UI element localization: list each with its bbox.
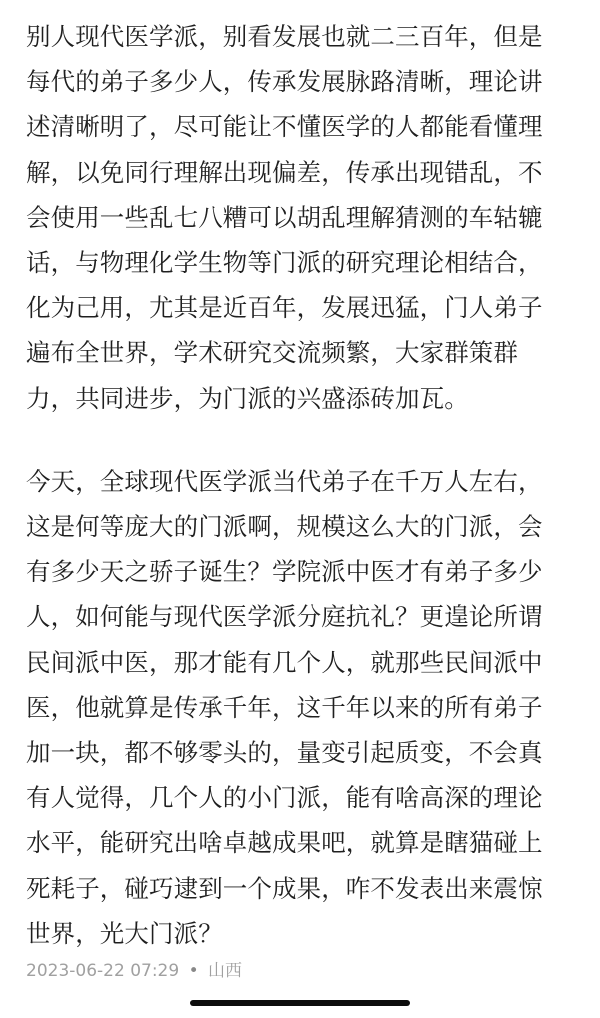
text-line: 死耗子，碰巧逮到一个成果，咋不发表出来震惊 <box>26 873 543 903</box>
text-line: 今天，全球现代医学派当代弟子在千万人左右， <box>26 466 543 496</box>
text-line: 遍布全世界，学术研究交流频繁，大家群策群 <box>26 338 518 368</box>
paragraph-2 <box>26 459 574 956</box>
text-line: 会使用一些乱七八糟可以胡乱理解猜测的车轱辘 <box>26 202 543 232</box>
post-timestamp: 2023-06-22 07:29 <box>26 961 180 981</box>
text-line: 加一块，都不够零头的，量变引起质变，不会真 <box>26 738 543 768</box>
text-line: 述清晰明了，尽可能让不懂医学的人都能看懂理 <box>26 112 543 142</box>
text-line: 民间派中医，那才能有几个人，就那些民间派中 <box>26 647 543 677</box>
text-line: 解，以免同行理解出现偏差，传承出现错乱，不 <box>26 157 543 187</box>
post-meta <box>26 956 242 981</box>
text-line: 世界，光大门派？ <box>26 918 223 948</box>
post-location: 山西 <box>208 961 243 981</box>
text-line: 这是何等庞大的门派啊，规模这么大的门派，会 <box>26 512 543 542</box>
text-line: 水平，能研究出啥卓越成果吧，就算是瞎猫碰上 <box>26 828 543 858</box>
meta-separator: • <box>188 961 199 981</box>
text-line: 化为己用，尤其是近百年，发展迅猛，门人弟子 <box>26 293 543 323</box>
paragraph-1 <box>26 14 574 421</box>
text-line: 有人觉得，几个人的小门派，能有啥高深的理论 <box>26 783 543 813</box>
text-line: 医，他就算是传承千年，这千年以来的所有弟子 <box>26 692 543 722</box>
text-line: 话，与物理化学生物等门派的研究理论相结合， <box>26 248 543 278</box>
text-line: 每代的弟子多少人，传承发展脉路清晰，理论讲 <box>26 67 543 97</box>
text-line: 有多少天之骄子诞生？学院派中医才有弟子多少 <box>26 557 543 587</box>
home-indicator[interactable] <box>190 1000 410 1006</box>
text-line: 力，共同进步，为门派的兴盛添砖加瓦。 <box>26 383 469 413</box>
text-line: 人，如何能与现代医学派分庭抗礼？更遑论所谓 <box>26 602 543 632</box>
text-line: 别人现代医学派，别看发展也就二三百年，但是 <box>26 22 543 51</box>
article-body <box>26 14 574 956</box>
